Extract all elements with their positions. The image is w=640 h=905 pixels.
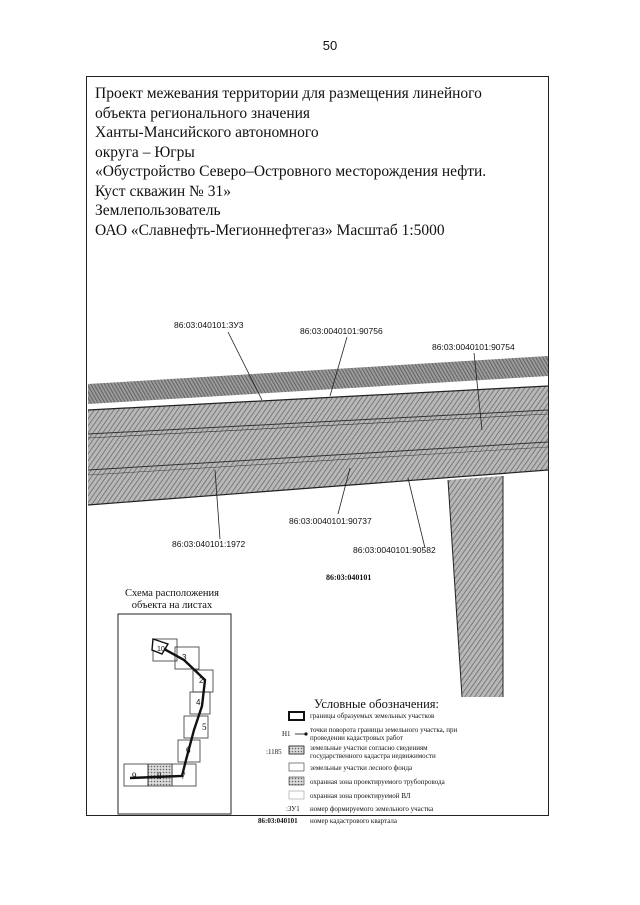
sheet-label: 5	[202, 722, 207, 732]
legend-key: Н1	[282, 730, 291, 738]
title-line-6: Куст скважин № 31»	[95, 182, 231, 200]
sheet-label: 9	[132, 771, 137, 781]
legend-text: земельные участки согласно сведениям государственного кадастра недвижимости	[310, 744, 436, 760]
sheet-label: 3	[182, 653, 187, 662]
legend-title: Условные обозначения:	[314, 697, 440, 711]
legend-text: охранная зона проектируемой ВЛ	[310, 792, 411, 800]
scheme-title-line-1: Схема расположения	[125, 588, 219, 599]
sheet-label: 7	[181, 771, 186, 781]
legend-text: номер кадастрового квартала	[310, 817, 397, 825]
legend-key-vl	[289, 791, 304, 799]
legend-key: 86:03:040101	[258, 817, 298, 825]
title-line-2: объекта регионального значения	[95, 104, 311, 122]
title-line-3: Ханты-Мансийского автономного	[95, 124, 319, 141]
sheet-label: 6	[186, 745, 191, 755]
legend-text: земельные участки лесного фонда	[310, 764, 413, 772]
legend-text: точки поворота границы земельного участка, при проведении кадастровых работ	[310, 726, 458, 742]
access-road	[448, 476, 503, 697]
legend-key-forest	[289, 763, 304, 771]
label-90756: 86:03:0040101:90756	[300, 326, 383, 336]
sheet-label: 2	[199, 676, 204, 685]
sheet-label: 4	[196, 698, 201, 707]
label-quarter: 86:03:040101	[326, 573, 372, 582]
title-line-7: Землепользователь	[95, 202, 221, 219]
title-line-5: «Обустройство Северо–Островного месторождения нефти.	[95, 163, 487, 180]
label-90737: 86:03:0040101:90737	[289, 516, 372, 526]
label-1972: 86:03:040101:1972	[172, 539, 246, 549]
legend-text: номер формируемого земельного участка	[310, 805, 434, 813]
legend-key: :1185	[266, 748, 282, 756]
legend-key-boundary	[289, 712, 304, 720]
label-90582: 86:03:0040101:90582	[353, 545, 436, 555]
sheet-label: 10	[157, 646, 165, 653]
title-line-8: ОАО «Славнефть-Мегионнефтегаз» Масштаб 1:5000	[95, 221, 445, 239]
legend-key-pipe	[289, 777, 304, 785]
legend-key-gkn	[289, 746, 304, 754]
scheme-route	[130, 641, 205, 778]
label-zu3: 86:03:040101:ЗУ3	[174, 320, 244, 330]
legend-text: границы образуемых земельных участков	[310, 712, 435, 720]
sheet-label: 8	[157, 771, 162, 781]
title-line-4: округа – Югры	[95, 143, 195, 161]
legend-key: :ЗУ1	[286, 805, 300, 813]
legend-key-point	[304, 732, 307, 735]
title-line-1: Проект межевания территории для размещения линейного	[95, 85, 482, 102]
scheme-title	[112, 588, 232, 612]
scheme-frame	[118, 614, 231, 814]
label-90754: 86:03:0040101:90754	[432, 342, 515, 352]
scheme-title-line-2: объекта на листах	[131, 600, 213, 611]
page-number: 50	[322, 38, 338, 53]
legend-text: охранная зона проектируемого трубопровода	[310, 778, 445, 786]
